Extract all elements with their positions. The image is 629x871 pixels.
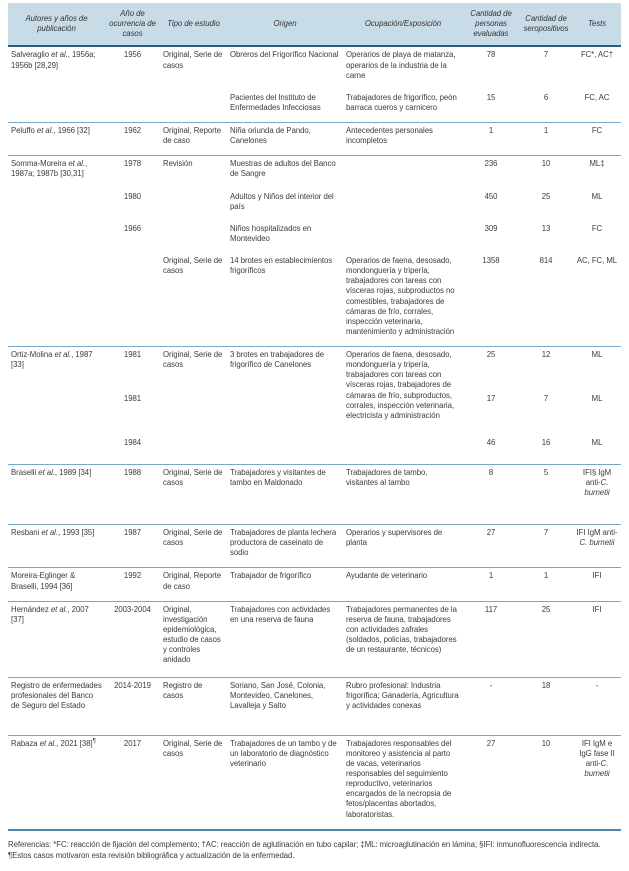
- seropositive-count-cell: 6: [543, 92, 549, 102]
- study-type-cell: Original, Serie de casos: [160, 525, 227, 568]
- study-type-cell: [160, 189, 227, 221]
- tests-cell: [573, 601, 621, 677]
- year-cell: 1981: [123, 393, 142, 403]
- evaluated-count-cell: 15: [486, 92, 496, 102]
- table-row: [8, 465, 621, 525]
- occupation-cell: [343, 156, 463, 189]
- occupation-cell: Trabajadores de frigorífico, peón barraca cueros y carnicero: [346, 92, 457, 112]
- author-text: Salveraglio: [11, 50, 52, 60]
- tests-cell: [573, 156, 621, 189]
- occupation-cell: Operarios y supervisores de planta: [343, 525, 463, 568]
- tests-cell: [573, 391, 621, 435]
- tests-cell: [573, 189, 621, 221]
- seropositive-count-cell: 25: [541, 191, 551, 201]
- table-row: [8, 347, 621, 391]
- study-type-cell: Revisión: [160, 156, 227, 189]
- occupation-cell: Operarios de faena, desosado, mondonguería y tripería, trabajadores con tareas con vísceras rojas, trabajadores de cámaras de frío, subproductos, corrales, inspección veterinaria, electricista y administración: [343, 347, 463, 465]
- tests-organism: C. burnetii: [579, 538, 615, 548]
- author-text: Rabaza: [11, 738, 40, 748]
- author-text: Registro de enfermedades profesionales del Banco de Seguro del Estado: [11, 680, 102, 710]
- occupation-cell: [343, 189, 463, 221]
- evaluated-count-cell: 309: [484, 223, 498, 233]
- study-type-cell: Original, Reporte de caso: [160, 568, 227, 601]
- author-etal: et al.: [38, 468, 55, 477]
- author-etal: et al.: [54, 350, 72, 359]
- seropositive-count-cell: 1: [519, 123, 573, 156]
- tests-cell: [573, 123, 621, 156]
- occupation-cell: Trabajadores de tambo, visitantes al tambo: [343, 465, 463, 525]
- author-cell: [8, 601, 105, 677]
- seropositive-count-cell: 1: [519, 568, 573, 601]
- evaluated-count-cell: 1: [463, 123, 519, 156]
- author-etal: et al.: [50, 604, 68, 614]
- year-cell: 1988: [105, 465, 160, 525]
- evaluated-count-cell: 117: [463, 601, 519, 677]
- evaluated-count-cell: 27: [463, 525, 519, 568]
- seropositive-count-cell: 7: [543, 393, 549, 403]
- origin-cell: Trabajadores de un tambo y de un laboratorio de diagnóstico veterinario: [227, 735, 343, 830]
- seropositive-count-cell: 7: [519, 525, 573, 568]
- tests-cell: [573, 347, 621, 391]
- tests-organism: C. burnetii: [584, 478, 610, 498]
- table-row: [8, 677, 621, 735]
- study-type-cell: Original, Serie de casos: [160, 735, 227, 830]
- author-text: Hernández: [11, 604, 51, 614]
- year-cell: 2017: [105, 735, 160, 830]
- tests-cell: [573, 435, 621, 465]
- evaluated-count-cell: 25: [463, 347, 519, 391]
- occupation-cell: Trabajadores responsables del monitoreo y asistencia al parto de vacas, veterinarios responsables del seguimiento reproductivo, veterinarios encargados de la necropsia de fetos/placentas abortados, laboratoristas.: [343, 735, 463, 830]
- author-etal: et al.: [41, 528, 58, 537]
- evaluated-count-cell: 78: [486, 50, 496, 60]
- origin-cell: Soriano, San José, Colonia, Montevideo, Canelones, Lavalleja y Salto: [227, 677, 343, 735]
- table-row: [8, 123, 621, 156]
- seropositive-count-cell: 10: [519, 735, 573, 830]
- year-cell: 2014-2019: [105, 677, 160, 735]
- year-cell: 1987: [105, 525, 160, 568]
- year-cell: 1978: [105, 156, 160, 189]
- col-header-tests: Tests: [573, 3, 621, 46]
- author-suffix: , 2021 [38]: [56, 738, 93, 748]
- year-cell: 2003-2004: [105, 601, 160, 677]
- author-cell: [8, 525, 105, 568]
- col-header-seropositivos: Cantidad de seropositivos: [519, 3, 573, 46]
- evaluated-count-cell: 17: [486, 393, 496, 403]
- tests-text: ML‡: [589, 159, 605, 169]
- origin-cell: Obreros del Frigorífico Nacional: [230, 50, 339, 60]
- seropositive-count-cell: 5: [519, 465, 573, 525]
- author-cell: [8, 46, 105, 122]
- year-cell: [105, 253, 160, 347]
- origin-cell: Trabajadores y visitantes de tambo en Maldonado: [227, 465, 343, 525]
- seropositive-count-cell: 10: [519, 156, 573, 189]
- origin-cell: 3 brotes en trabajadores de frigorífico de Canelones: [227, 347, 343, 465]
- col-header-tipo: Tipo de estudio: [160, 3, 227, 46]
- tests-cell: [573, 46, 621, 89]
- tests-cell: [573, 90, 621, 123]
- table-row: [8, 735, 621, 830]
- tests-text: FC: [591, 223, 603, 233]
- author-suffix: , 1966 [32]: [53, 126, 90, 135]
- table-row: [8, 156, 621, 189]
- evaluated-count-cell: 1358: [482, 256, 500, 265]
- author-cell: [8, 156, 105, 347]
- col-header-ocupacion: Ocupación/Exposición: [343, 3, 463, 46]
- author-text: Resbani: [11, 528, 42, 537]
- tests-text: ML: [591, 393, 603, 403]
- author-text: Moreira-Eglinger & Braselli, 1994 [36]: [11, 571, 76, 591]
- tests-text: ML: [591, 191, 603, 201]
- seropositive-count-cell: 16: [541, 437, 551, 447]
- occupation-cell: Antecedentes personales incompletos: [343, 123, 463, 156]
- tests-cell: [573, 465, 621, 525]
- evaluated-count-cell: -: [463, 677, 519, 735]
- author-suffix: , 1987a; 1987b [30,31]: [11, 159, 88, 179]
- author-suffix: , 2007 [37]: [11, 604, 89, 624]
- author-suffix: , 1956a; 1956b [28,29]: [11, 50, 96, 70]
- study-type-cell: Original, Serie de casos: [163, 50, 223, 70]
- study-type-cell: Original, investigación epidemiológica, estudio de casos y controles anidado: [160, 601, 227, 677]
- author-text: Somma-Moreira: [11, 159, 69, 169]
- tests-text: FC, AC: [584, 92, 610, 102]
- tests-text: AC, FC, ML: [576, 256, 618, 265]
- author-text: Peluffo: [11, 126, 37, 135]
- study-type-cell: Original, Serie de casos: [160, 465, 227, 525]
- tests-cell: [573, 677, 621, 735]
- study-type-cell: Original, Serie de casos: [160, 347, 227, 465]
- study-type-cell: Registro de casos: [160, 677, 227, 735]
- table-row: [8, 601, 621, 677]
- author-suffix: , 1987 [33]: [11, 350, 93, 370]
- origin-cell: 14 brotes en establecimientos frigoríficos: [230, 256, 333, 276]
- tests-text: FC: [591, 126, 603, 135]
- author-cell: [8, 347, 105, 465]
- evaluated-count-cell: 236: [463, 156, 519, 189]
- author-suffix: , 1989 [34]: [54, 468, 92, 477]
- author-etal: et al.: [51, 50, 68, 60]
- origin-cell: Trabajador de frigorífico: [227, 568, 343, 601]
- origin-cell: Trabajadores de planta lechera productora de caseinato de sodio: [227, 525, 343, 568]
- author-cell: [8, 735, 105, 830]
- author-etal: et al.: [39, 738, 57, 748]
- tests-cell: [573, 735, 621, 830]
- tests-text: IFI: [592, 571, 602, 581]
- year-cell: 1980: [123, 191, 142, 201]
- tests-text: ML: [591, 350, 603, 359]
- col-header-origen: Origen: [227, 3, 343, 46]
- tests-text: -: [595, 680, 599, 690]
- study-type-cell: Original, Reporte de caso: [160, 123, 227, 156]
- year-cell: 1984: [123, 437, 142, 447]
- year-cell: 1966: [123, 223, 142, 233]
- col-header-ano: Año de ocurrencia de casos: [105, 3, 160, 46]
- evaluated-count-cell: 1: [463, 568, 519, 601]
- year-cell: 1981: [105, 347, 160, 391]
- table-row: [8, 525, 621, 568]
- seropositive-count-cell: 7: [543, 50, 549, 60]
- author-footnote-mark: ¶: [92, 738, 96, 745]
- study-type-cell: Original, Serie de casos: [163, 256, 223, 276]
- occupation-cell: Operarios de playa de matanza, operarios de la industria de la carne: [346, 50, 456, 80]
- tests-text: FC*, AC†: [580, 50, 614, 60]
- table-row: [8, 568, 621, 601]
- evaluated-count-cell: 450: [484, 191, 498, 201]
- occupation-cell: Rubro profesional: Industria frigorífica; Ganadería, Agricultura y actividades conexas: [343, 677, 463, 735]
- tests-text: ML: [591, 437, 603, 447]
- origin-cell: Adultos y Niños del interior del país: [230, 191, 334, 211]
- tests-organism: C. burnetii: [584, 758, 610, 778]
- evaluated-count-cell: 27: [463, 735, 519, 830]
- seropositive-count-cell: 814: [539, 256, 553, 265]
- tests-cell: [573, 568, 621, 601]
- seropositive-count-cell: 18: [519, 677, 573, 735]
- occupation-cell: [343, 221, 463, 253]
- origin-cell: Muestras de adultos del Banco de Sangre: [227, 156, 343, 189]
- origin-cell: Niños hospitalizados en Montevideo: [230, 223, 312, 243]
- tests-text: IFI§ IgM anti-: [582, 468, 612, 488]
- author-etal: et al.: [36, 126, 54, 135]
- author-cell: [8, 465, 105, 525]
- occupation-cell: Operarios de faena, desosado, mondonguería y tripería, trabajadores con tareas con vísceras rojas, subproductos no comestibles, trabajadores de cámaras de frío, corrales, inspección veterinaria, mantenimiento y administración: [346, 256, 455, 336]
- seropositive-count-cell: 25: [519, 601, 573, 677]
- author-text: Braselli: [11, 468, 39, 477]
- tests-cell: [573, 221, 621, 253]
- evaluated-count-cell: 46: [486, 437, 496, 447]
- evaluated-count-cell: 8: [463, 465, 519, 525]
- study-type-cell: [160, 221, 227, 253]
- seropositive-count-cell: 12: [519, 347, 573, 391]
- tests-text: IFI IgM e IgG fase II anti-: [579, 738, 615, 768]
- author-cell: [8, 568, 105, 601]
- tests-cell: [573, 525, 621, 568]
- occupation-cell: Ayudante de veterinario: [343, 568, 463, 601]
- header-row: [8, 3, 621, 46]
- col-header-autores: Autores y años de publicación: [8, 3, 105, 46]
- origin-cell: Trabajadores con actividades en una reserva de fauna: [227, 601, 343, 677]
- table-row: [8, 46, 621, 89]
- occupation-cell: Trabajadores permanentes de la reserva de fauna, trabajadores con actividades zafrales (soldados, policías, trabajadores de un restaurante, técnicos): [343, 601, 463, 677]
- year-cell: 1962: [105, 123, 160, 156]
- tests-text: IFI: [592, 604, 602, 614]
- author-cell: [8, 677, 105, 735]
- tests-text: IFI IgM anti-: [576, 528, 618, 537]
- author-suffix: , 1993 [35]: [57, 528, 95, 537]
- tests-cell: [573, 253, 621, 347]
- origin-cell: Niña oriunda de Pando, Canelones: [227, 123, 343, 156]
- col-header-evaluadas: Cantidad de personas evaluadas: [463, 3, 519, 46]
- origin-cell: Pacientes del Instituto de Enfermedades Infecciosas: [230, 92, 321, 112]
- author-text: Ortiz-Molina: [11, 350, 55, 359]
- author-cell: [8, 123, 105, 156]
- studies-table: [8, 3, 621, 831]
- table-footnote: Referencias: *FC: reacción de fijación del complemento; †AC: reacción de aglutinación en tubo capilar; ‡ML: microaglutinación en lámina; §IFI: inmunofluorescencia indirecta. ¶Estos casos motivaron esta revisión bibliográfica y actualización de la enfermedad.: [8, 839, 601, 860]
- author-etal: et al.: [68, 159, 85, 169]
- year-cell: 1956: [123, 50, 142, 60]
- year-cell: 1992: [105, 568, 160, 601]
- seropositive-count-cell: 13: [541, 223, 551, 233]
